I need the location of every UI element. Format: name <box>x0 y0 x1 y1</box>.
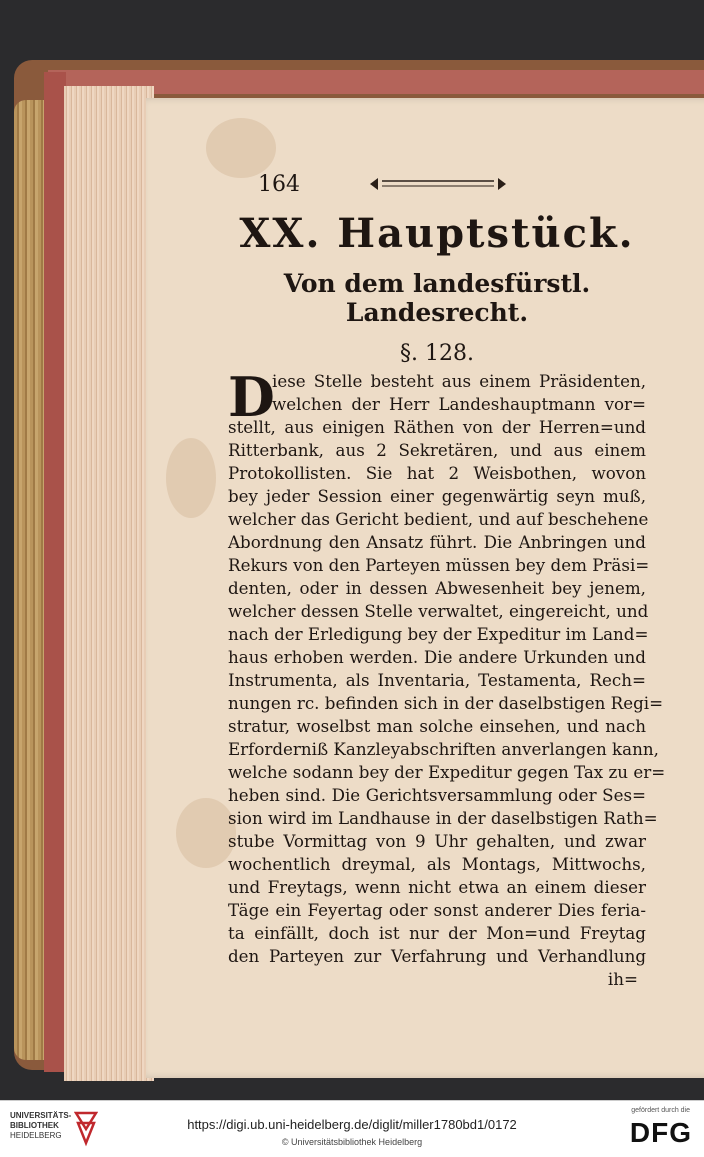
text-line: ta einfällt, doch ist nur der Mon=und Freytag <box>228 923 646 943</box>
text-line: welchen der Herr Landeshauptmann vor= <box>272 394 646 414</box>
text-line: und Freytags, wenn nicht etwa an einem dieser <box>228 877 646 897</box>
catchword: ih= <box>607 969 638 989</box>
chapter-heading: XX. Hauptstück. <box>239 210 635 257</box>
funding-caption: gefördert durch die <box>631 1107 690 1114</box>
body-text <box>228 365 666 991</box>
drop-capital: D <box>228 365 275 429</box>
permalink-url[interactable]: https://digi.ub.uni-heidelberg.de/diglit/miller1780bd1/0172 <box>187 1117 517 1132</box>
text-line: Protokollisten. Sie hat 2 Weisbothen, wovon <box>228 463 646 483</box>
section-number: §. 128. <box>400 341 474 366</box>
red-page-edge <box>44 72 66 1072</box>
text-line: haus erhoben werden. Die andere Urkunden und <box>228 647 646 667</box>
dfg-logo[interactable]: DFG <box>629 1117 692 1148</box>
text-line: Instrumenta, als Inventaria, Testamenta, Rech= <box>228 670 646 690</box>
chapter-subtitle: Von dem landesfürstl. Landesrecht. <box>283 269 591 327</box>
text-line: stube Vormittag von 9 Uhr gehalten, und zwar <box>228 831 646 851</box>
viewer-footer <box>0 1100 704 1157</box>
text-line: Rekurs von den Parteyen müssen bey dem Präsi= <box>228 555 650 575</box>
text-line: Erforderniß Kanzleyabschriften anverlangen kann, <box>228 739 659 759</box>
text-line: stellt, aus einigen Räthen von der Herren=und <box>228 417 646 437</box>
running-header <box>228 168 646 204</box>
text-line: stratur, woselbst man solche einsehen, und nach <box>228 716 646 736</box>
text-line: welche sodann bey der Expeditur gegen Tax zu er= <box>228 762 666 782</box>
text-line: Ritterbank, aus 2 Sekretären, und aus einem <box>228 440 646 460</box>
text-line: denten, oder in dessen Abwesenheit bey jenem, <box>228 578 646 598</box>
page-stack <box>64 86 154 1081</box>
text-line: heben sind. Die Gerichtsversammlung oder Ses= <box>228 785 646 805</box>
text-line: welcher das Gericht bedient, und auf beschehene <box>228 509 649 529</box>
text-line: bey jeder Session einer gegenwärtig seyn muß, <box>228 486 646 506</box>
text-line: welcher dessen Stelle verwaltet, eingereicht, und <box>228 601 649 621</box>
text-line: sion wird im Landhause in der daselbstigen Rath= <box>228 808 658 828</box>
page-number: 164 <box>258 172 300 197</box>
text-line: den Parteyen zur Verfahrung und Verhandlung <box>228 946 646 966</box>
text-line: nach der Erledigung bey der Expeditur im Land= <box>228 624 649 644</box>
text-line: Abordnung den Ansatz führt. Die Anbringen und <box>228 532 646 552</box>
text-line: nungen rc. befinden sich in der daselbstigen Regi= <box>228 693 664 713</box>
copyright-notice: © Universitätsbibliothek Heidelberg <box>281 1137 423 1147</box>
text-line: iese Stelle besteht aus einem Präsidenten, <box>272 371 646 391</box>
library-logo-text[interactable]: UNIVERSITÄTS- BIBLIOTHEK HEIDELBERG <box>10 1111 72 1140</box>
text-line: Täge ein Feyertag oder sonst anderer Dies feria- <box>228 900 646 920</box>
page-text-block <box>228 168 666 991</box>
header-ornament-icon <box>368 174 508 194</box>
text-line: wochentlich dreymal, als Montags, Mittwochs, <box>228 854 646 874</box>
